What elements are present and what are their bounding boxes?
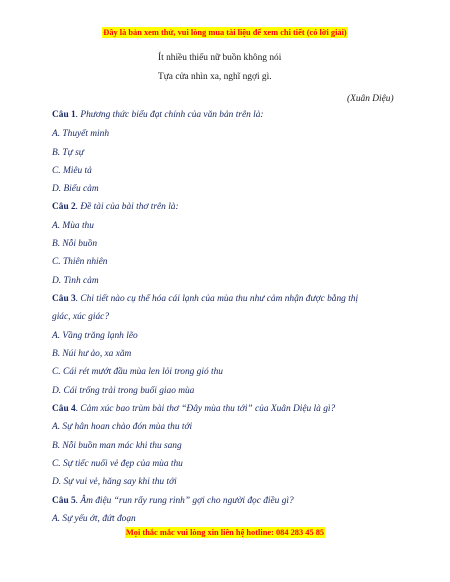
- option-3b: B. Núi hư ảo, xa xăm: [52, 349, 132, 359]
- poem-author: (Xuân Diệu): [347, 94, 394, 104]
- option-1c: C. Miêu tả: [52, 166, 92, 176]
- question-1: [52, 110, 264, 120]
- question-label: Câu 3: [52, 294, 76, 304]
- question-3-continued: giác, xúc giác?: [52, 312, 110, 322]
- option-2c: C. Thiên nhiên: [52, 257, 108, 267]
- option-3a: A. Vầng trăng lạnh lẽo: [52, 331, 138, 341]
- question-text: . Đề tài của bài thơ trên là:: [75, 202, 179, 212]
- hotline-banner: [0, 528, 450, 537]
- question-text: . Cảm xúc bao trùm bài thơ “Đây mùa thu tới” của Xuân Diệu là gì?: [75, 404, 336, 414]
- preview-notice-text: Đây là bản xem thử, vui lòng mua tài liệu để xem chi tiết (có lời giải): [103, 28, 347, 37]
- question-label: Câu 2: [52, 202, 76, 212]
- option-1b: B. Tự sự: [52, 148, 84, 158]
- poem-line: Ít nhiều thiếu nữ buồn không nói: [158, 53, 282, 63]
- question-5: [52, 496, 294, 506]
- option-2b: B. Nỗi buồn: [52, 239, 98, 249]
- poem-line: Tựa cửa nhìn xa, nghĩ ngợi gì.: [158, 72, 272, 82]
- option-3c: C. Cái rét mướt đầu mùa len lỏi trong gió thu: [52, 367, 223, 377]
- question-3: [52, 294, 358, 304]
- question-text: . Chi tiết nào cụ thể hóa cái lạnh của mùa thu như cảm nhận được bằng thị: [75, 294, 359, 304]
- option-4b: B. Nỗi buồn man mác khi thu sang: [52, 441, 182, 451]
- option-4a: A. Sự hân hoan chào đón mùa thu tới: [52, 422, 193, 432]
- question-4: [52, 404, 335, 414]
- preview-notice-banner: [0, 28, 450, 37]
- question-text: . Âm điệu “run rẩy rung rinh” gợi cho người đọc điều gì?: [75, 496, 294, 506]
- option-1a: A. Thuyết minh: [52, 129, 110, 139]
- hotline-text: Mọi thắc mắc vui lòng xin liên hệ hotline: 084 283 45 85: [125, 528, 325, 537]
- question-text: . Phương thức biểu đạt chính của văn bản trên là:: [75, 110, 264, 120]
- option-1d: D. Biểu cảm: [52, 184, 99, 194]
- question-label: Câu 1: [52, 110, 76, 120]
- option-2d: D. Tình cảm: [52, 276, 99, 286]
- option-5a: A. Sự yếu ớt, đứt đoạn: [52, 514, 136, 524]
- question-2: [52, 202, 179, 212]
- option-2a: A. Mùa thu: [52, 221, 94, 231]
- option-3d: D. Cái trống trải trong buổi giao mùa: [52, 386, 195, 396]
- question-label: Câu 5: [52, 496, 76, 506]
- question-label: Câu 4: [52, 404, 76, 414]
- option-4c: C. Sự tiếc nuối vẻ đẹp của mùa thu: [52, 459, 183, 469]
- option-4d: D. Sự vui vẻ, hăng say khi thu tới: [52, 477, 177, 487]
